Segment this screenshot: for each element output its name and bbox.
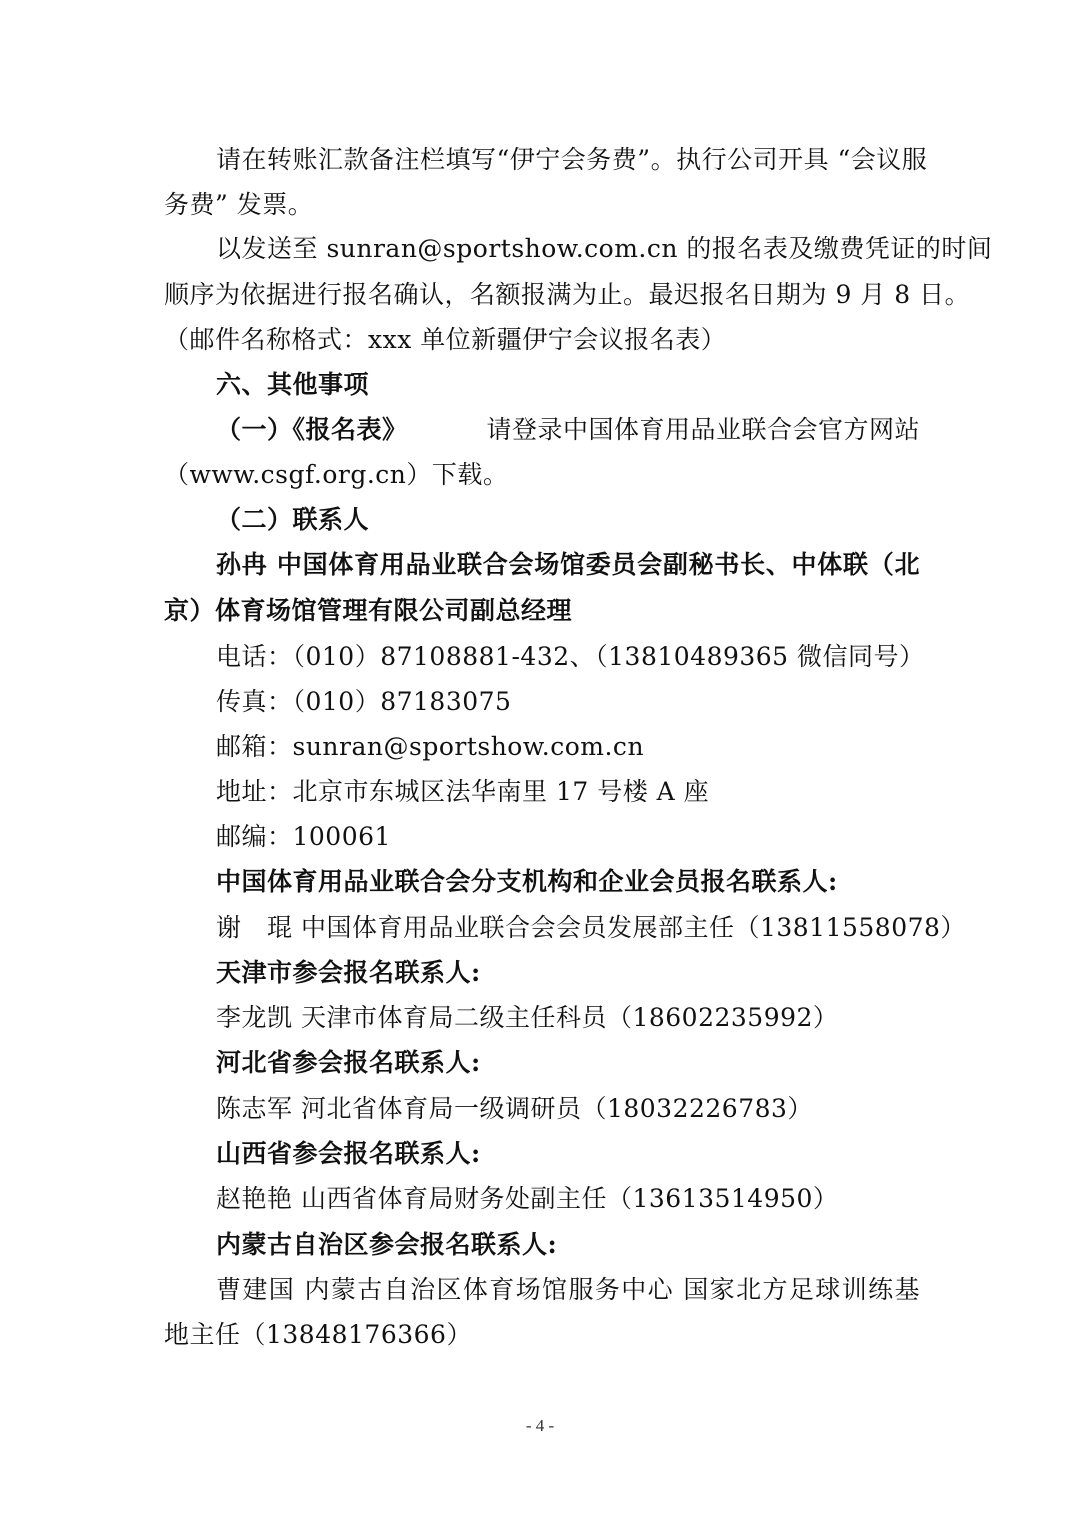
- registration-form-title: （一）《报名表》: [216, 415, 408, 444]
- subsection-one-line-1: [216, 413, 920, 447]
- payment-note-line-2: 务费” 发票。: [164, 190, 314, 219]
- group-contact-branches: 谢 琨 中国体育用品业联合会会员发展部主任（13811558078）: [216, 913, 966, 942]
- registration-line-1: 以发送至 sunran@sportshow.com.cn 的报名表及缴费凭证的时间: [216, 234, 993, 263]
- group-contact-inner-mongolia-line-2: 地主任（13848176366）: [164, 1320, 472, 1349]
- payment-note-line-1: 请在转账汇款备注栏填写“伊宁会务费”。执行公司开具 “会议服: [216, 145, 928, 174]
- group-heading-inner-mongolia: 内蒙古自治区参会报名联系人:: [216, 1230, 558, 1259]
- primary-contact-line-2: 京）体育场馆管理有限公司副总经理: [164, 596, 573, 625]
- group-heading-branches: 中国体育用品业联合会分支机构和企业会员报名联系人:: [216, 867, 838, 896]
- contact-address: 地址：北京市东城区法华南里 17 号楼 A 座: [216, 777, 710, 806]
- group-heading-hebei: 河北省参会报名联系人:: [216, 1048, 481, 1077]
- group-contact-shanxi: 赵艳艳 山西省体育局财务处副主任（13613514950）: [216, 1184, 839, 1213]
- subsection-one-text: 请登录中国体育用品业联合会官方网站: [486, 415, 920, 444]
- group-contact-tianjin: 李龙凯 天津市体育局二级主任科员（18602235992）: [216, 1003, 839, 1032]
- registration-line-2: 顺序为依据进行报名确认，名额报满为止。最迟报名日期为 9 月 8 日。: [164, 280, 971, 309]
- contact-postcode: 邮编：100061: [216, 822, 391, 851]
- registration-line-3: （邮件名称格式：xxx 单位新疆伊宁会议报名表）: [164, 325, 727, 354]
- group-contact-hebei: 陈志军 河北省体育局一级调研员（18032226783）: [216, 1094, 813, 1123]
- contact-fax: 传真：（010）87183075: [216, 687, 512, 716]
- primary-contact-line-1: 孙冉 中国体育用品业联合会场馆委员会副秘书长、中体联（北: [216, 550, 920, 579]
- group-heading-shanxi: 山西省参会报名联系人:: [216, 1139, 481, 1168]
- section-heading-six: 六、其他事项: [216, 370, 370, 399]
- contact-phone: 电话：（010）87108881-432、（13810489365 微信同号）: [216, 642, 925, 671]
- group-contact-inner-mongolia-line-1: 曹建国 内蒙古自治区体育场馆服务中心 国家北方足球训练基: [216, 1275, 920, 1304]
- contact-email: 邮箱：sunran@sportshow.com.cn: [216, 732, 645, 761]
- subsection-two-heading: （二）联系人: [216, 505, 370, 534]
- subsection-one-line-2: （www.csgf.org.cn）下载。: [164, 460, 509, 489]
- page-number: - 4 -: [525, 1416, 555, 1435]
- group-heading-tianjin: 天津市参会报名联系人:: [216, 958, 481, 987]
